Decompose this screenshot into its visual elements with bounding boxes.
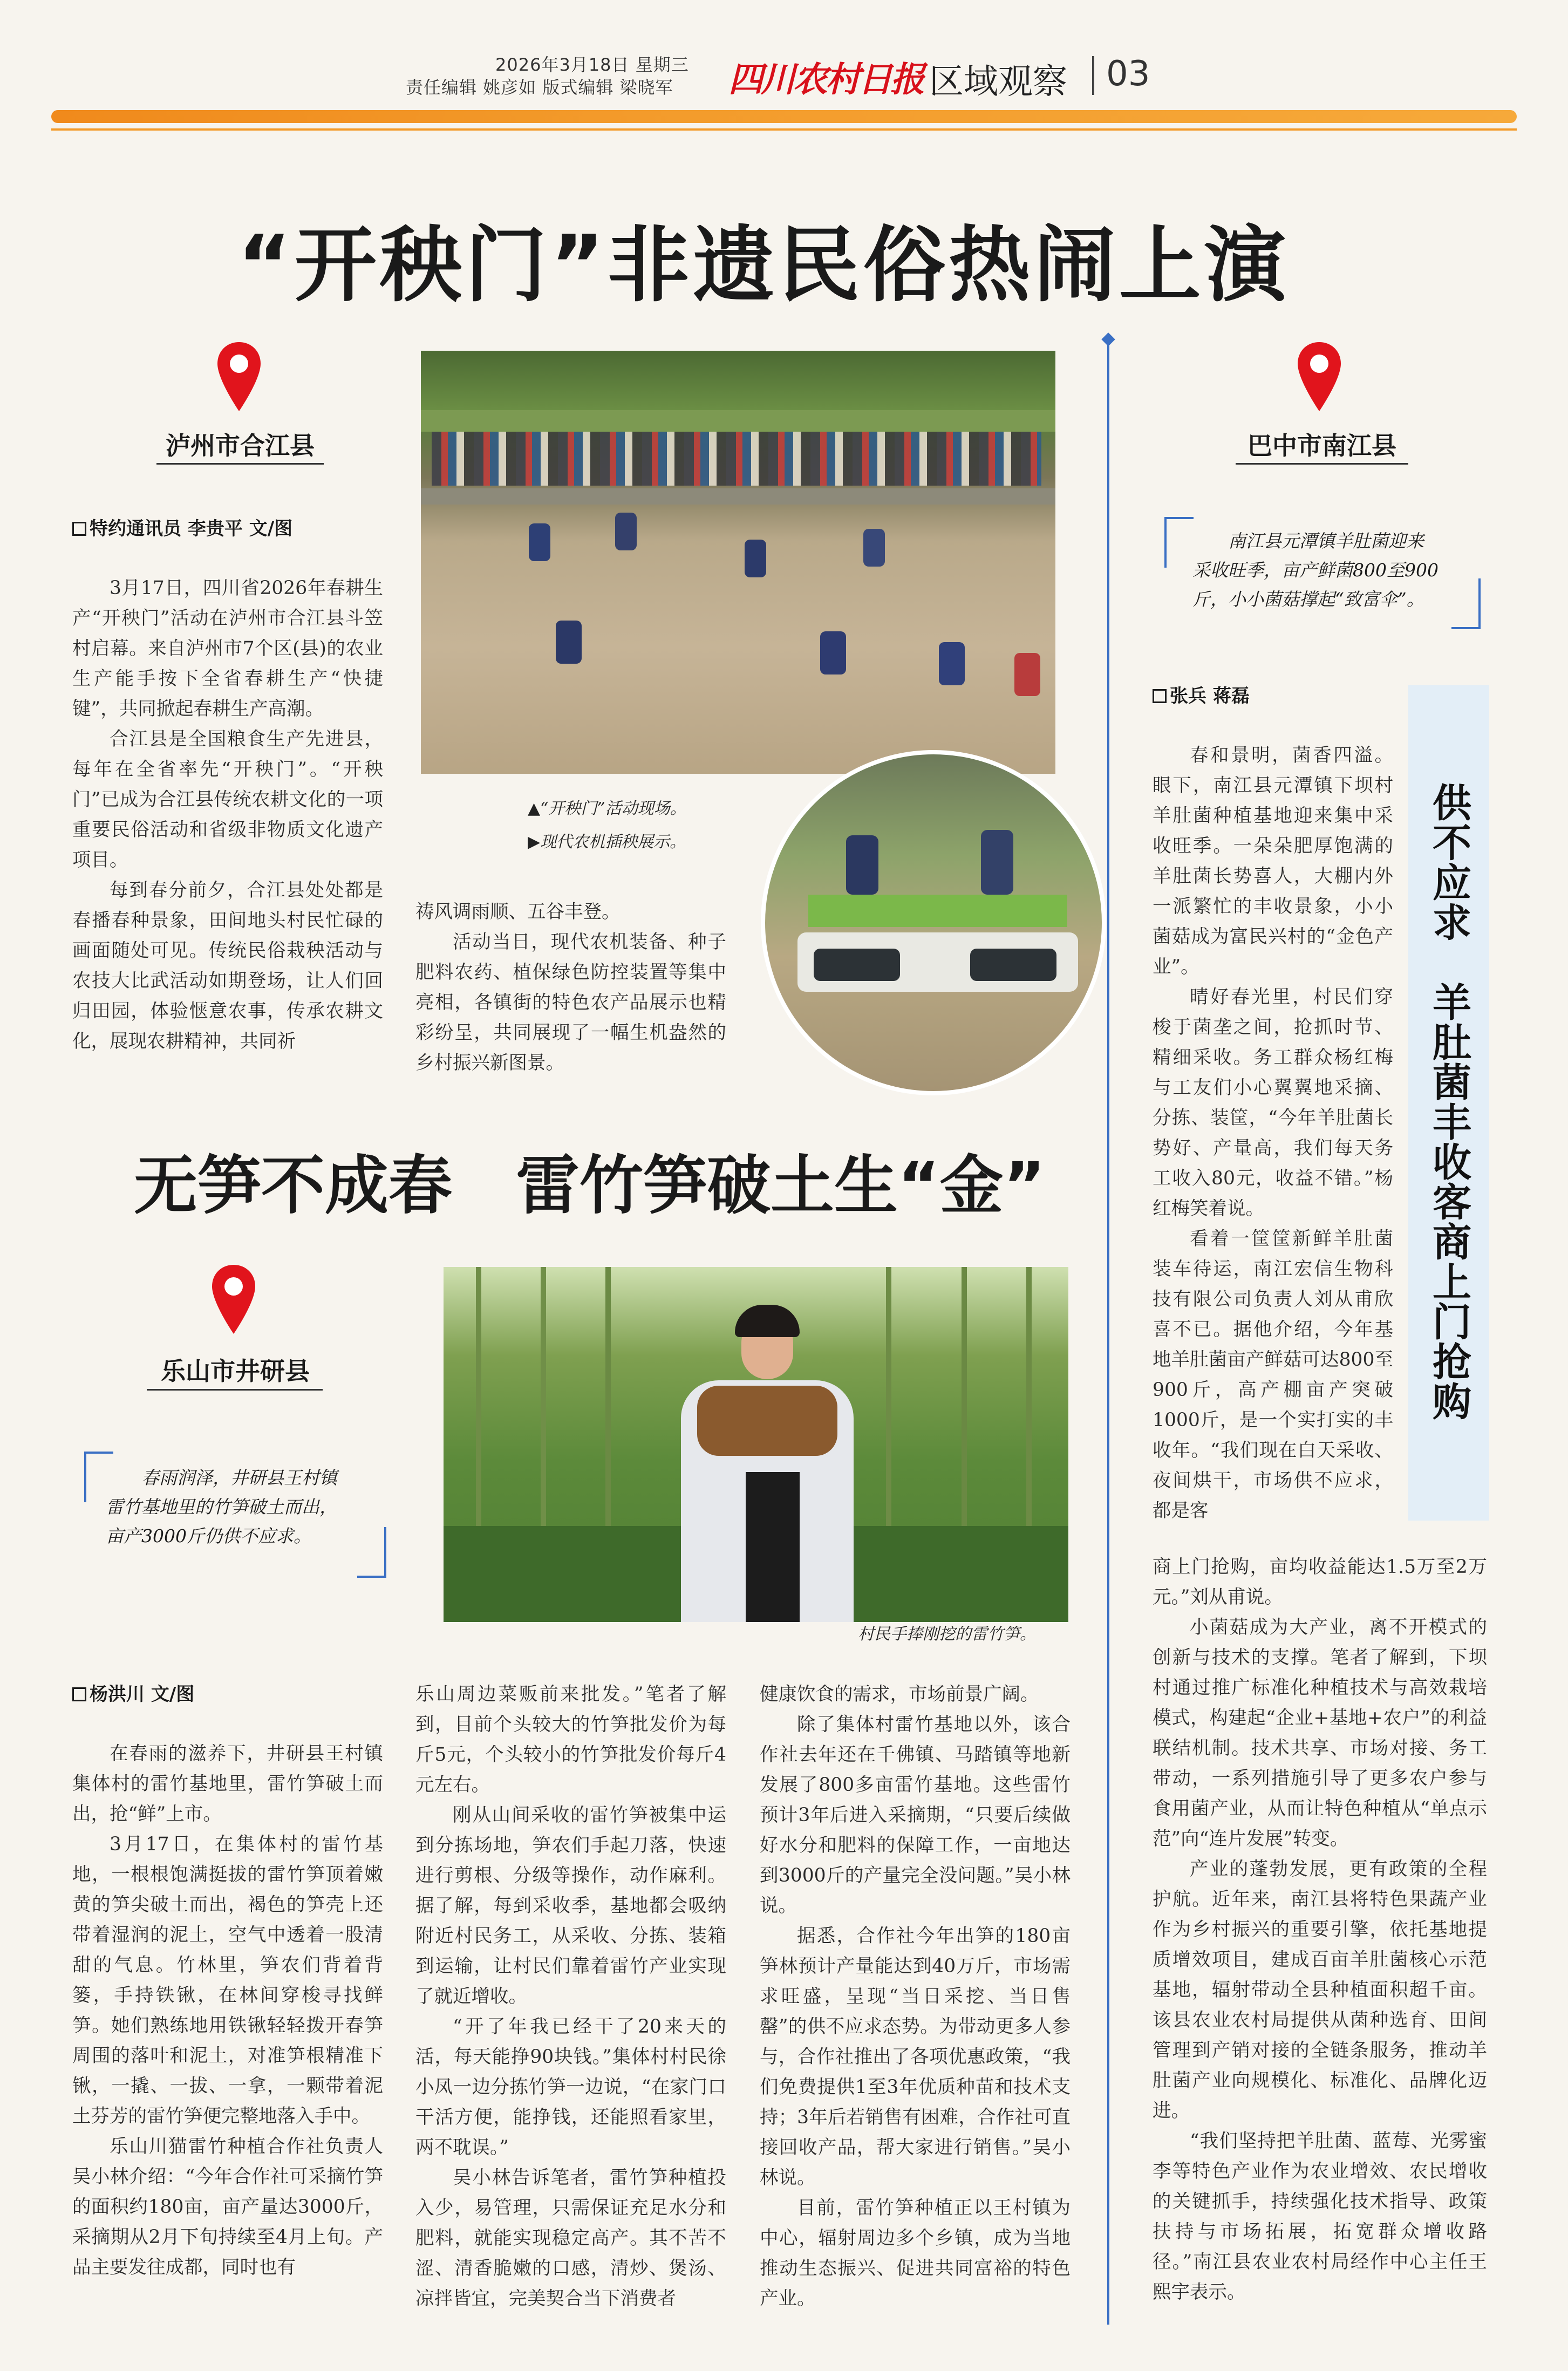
paragraph: 晴好春光里，村民们穿梭于菌垄之间，抢抓时节、精细采收。务工群众杨红梅与工友们小心翼翼地采摘、分拣、装筐，“今年羊肚菌长势好、产量高，我们每天务工收入80元，收益不错。”杨红梅笑着说。: [1153, 986, 1393, 1219]
column-rule: [1107, 339, 1109, 2325]
byline-box-icon: [72, 1687, 86, 1701]
article2-headline: 无笋不成春 雷竹笋破土生“金”: [134, 1148, 1046, 1223]
quote-line: 雷竹基地里的竹笋破土而出，: [106, 1496, 337, 1517]
article1-caption-2: ▶现代农机插秧展示。: [528, 833, 686, 851]
article1-photo-rice-field: [421, 351, 1055, 774]
photo-villager-vest: [746, 1472, 800, 1622]
paragraph: 每到春分前夕，合江县处处都是春播春种景象，田间地头村民忙碌的画面随处可见。传统民俗栽秧活动与农技大比武活动如期登场，让人们回归田园，体验惬意农事，传承农耕文化，展现农耕精神，共同祈: [72, 880, 383, 1052]
article3-column-narrow: [1153, 740, 1393, 1526]
header-divider: [1092, 56, 1094, 95]
photo-stone-edge: [421, 488, 1055, 505]
article2-place: 乐山市井研县: [161, 1357, 310, 1386]
article3-place: 巴中市南江县: [1247, 431, 1396, 460]
article2-column-3: [760, 1679, 1071, 2314]
paragraph: 3月17日，在集体村的雷竹基地，一根根饱满挺拔的雷竹笋顶着嫩黄的笋尖破土而出，褐色的笋壳上还带着湿润的泥土，空气中透着一股清甜的气息。竹林里，笋农们背着背篓，手持铁锹，在林间穿梭寻找鲜笋。她们熟练地用铁锹轻轻拨开春笋周围的落叶和泥土，对准笋根精准下锹，一撬、一拔、一拿，一颗带着泥土芬芳的雷竹笋便完整地落入手中。: [72, 1834, 383, 2127]
paragraph: 活动当日，现代农机装备、种子肥料农药、植保绿色防控装置等集中亮相，各镇街的特色农产品展示也精彩纷呈，共同展现了一幅生机盎然的乡村振兴新图景。: [415, 931, 726, 1074]
quote-bracket-open: [1164, 517, 1194, 568]
article2-byline-text: 杨洪川 文/图: [90, 1684, 195, 1705]
paragraph: “开了年我已经干了20来天的活，每天能挣90块钱。”集体村村民徐小凤一边分拣竹笋一边说，“在家门口干活方便，能挣钱，还能照看家里，两不耽误。”: [415, 2016, 726, 2158]
article2-caption: 村民手捧刚挖的雷竹笋。: [858, 1625, 1036, 1644]
photo-machine-wheel: [970, 949, 1056, 981]
paragraph: 目前，雷竹笋种植正以王村镇为中心，辐射周边多个乡镇，成为当地推动生态振兴、促进共同富裕的特色产业。: [760, 2197, 1071, 2309]
photo-seedlings: [808, 895, 1067, 927]
photo-operator: [846, 835, 878, 895]
location-pin-icon: [215, 340, 263, 414]
photo-farmer: [939, 642, 965, 685]
article1-column-2: [415, 897, 726, 1078]
byline-box-icon: [1153, 689, 1167, 703]
article3-byline-text: 张兵 蒋磊: [1170, 685, 1250, 707]
photo-farmer: [745, 540, 766, 577]
article1-place: 泸州市合江县: [166, 431, 315, 460]
article2-column-2: [415, 1679, 726, 2314]
quote-line: 亩产3000斤仍供不应求。: [106, 1525, 311, 1546]
photo-hillside: [421, 351, 1055, 410]
article2-photo-bamboo: [444, 1267, 1068, 1622]
paragraph: 刚从山间采收的雷竹笋被集中运到分拣场地，笋农们手起刀落，快速进行剪根、分级等操作，动作麻利。据了解，每到采收季，基地都会吸纳附近村民务工，从采收、分拣、装箱到运输，让村民们靠着雷竹产业实现了就近增收。: [415, 1804, 726, 2007]
issue-date: 2026年3月18日 星期三: [495, 54, 689, 75]
paragraph-continued: 乐山周边菜贩前来批发。”笔者了解到，目前个头较大的竹笋批发价为每斤5元，个头较小的竹笋批发价每斤4元左右。: [415, 1684, 726, 1796]
header-orange-band: [51, 110, 1517, 123]
paragraph: “我们坚持把羊肚菌、蓝莓、光雾蜜李等特色产业作为农业增效、农民增收的关键抓手，持续强化技术指导、政策扶持与市场拓展，拓宽群众增收路径。”南江县农业农村局经作中心主任王熙宇表示。: [1153, 2130, 1487, 2303]
article2-place-underline: [147, 1389, 323, 1391]
location-pin-icon: [1295, 340, 1344, 414]
article1-caption-1: ▲“开秧门”活动现场。: [528, 799, 686, 818]
photo-farmer: [529, 523, 550, 561]
article2-pull-quote: [106, 1463, 386, 1551]
article3-pull-quote: [1192, 527, 1484, 614]
paragraph: 3月17日，四川省2026年春耕生产“开秧门”活动在泸州市合江县斗笠村启幕。来自泸州市7个区(县)的农业生产能手按下全省春耕生产“快捷键”，共同掀起春耕生产高潮。: [72, 577, 383, 720]
article3-byline: [1153, 681, 1250, 707]
section-title: 区域观察: [929, 62, 1067, 102]
paragraph: 春和景明，菌香四溢。眼下，南江县元潭镇下坝村羊肚菌种植基地迎来集中采收旺季。一朵朵肥厚饱满的羊肚菌长势喜人，大棚内外一派繁忙的丰收景象，小小菌菇成为富民兴村的“金色产业”。: [1153, 745, 1393, 978]
photo-villager-hair: [735, 1305, 800, 1337]
photo-farmer: [863, 529, 885, 567]
photo-green-terrace: [421, 410, 1055, 432]
paragraph-continued: 祷风调雨顺、五谷丰登。: [415, 901, 621, 923]
quote-bracket-close: [1451, 578, 1481, 629]
quote-line: 春雨润泽，井研县王村镇: [141, 1467, 337, 1488]
article3-column-wide: [1153, 1552, 1487, 2307]
photo-crowd: [432, 432, 1041, 486]
article2-byline: [72, 1679, 194, 1706]
article1-place-underline: [156, 463, 324, 465]
editors-credit: 责任编辑 姚彦如 版式编辑 梁晓军: [406, 77, 673, 98]
byline-box-icon: [72, 522, 86, 536]
masthead-logo: 四川农村日报: [728, 59, 923, 100]
location-pin-icon: [209, 1263, 258, 1337]
quote-bracket-close: [357, 1527, 386, 1578]
photo-farmer: [1014, 653, 1040, 696]
photo-bamboo-shoots: [697, 1386, 837, 1456]
article1-headline: “开秧门”非遗民俗热闹上演: [237, 217, 1290, 313]
article1-byline: [72, 514, 292, 540]
article3-headline: 供不应求 羊肚菌丰收客商上门抢购: [1426, 782, 1471, 1421]
paragraph: 乐山川猫雷竹种植合作社负责人吴小林介绍：“今年合作社可采摘竹笋的面积约180亩，亩产量达3000斤，采摘期从2月下旬持续至4月上旬。产品主要发往成都，同时也有: [72, 2136, 383, 2278]
paragraph-continued: 健康饮食的需求，市场前景广阔。: [760, 1684, 1039, 1705]
article1-byline-text: 特约通讯员 李贵平 文/图: [90, 518, 293, 540]
paragraph: 据悉，合作社今年出笋的180亩笋林预计产量能达到40万斤，市场需求旺盛，呈现“当日采挖、当日售罄”的供不应求态势。为带动更多人参与，合作社推出了各项优惠政策，“我们免费提供1至3年优质种苗和技术支持；3年后若销售有困难，合作社可直接回收产品，帮大家进行销售。”吴小林说。: [760, 1925, 1071, 2189]
page-number: 03: [1106, 54, 1150, 94]
quote-line: 斤，小小菌菇撑起“致富伞”。: [1192, 589, 1424, 610]
photo-operator: [981, 830, 1013, 895]
article2-column-1: [72, 1739, 383, 2283]
paragraph-continued: 商上门抢购，亩均收益能达1.5万至2万元。”刘从甫说。: [1153, 1556, 1487, 1608]
paragraph: 合江县是全国粮食生产先进县，每年在全省率先“开秧门”。“开秧门”已成为合江县传统农耕文化的一项重要民俗活动和省级非物质文化遗产项目。: [72, 728, 383, 871]
article3-place-underline: [1236, 463, 1408, 465]
paragraph: 看着一筐筐新鲜羊肚菌装车待运，南江宏信生物科技有限公司负责人刘从甫欣喜不已。据他介绍，今年基地羊肚菌亩产鲜菇可达800至900斤，高产棚亩产突破1000斤，是一个实打实的丰收年。“我们现在白天采收、夜间烘干，市场供不应求，都是客: [1153, 1228, 1393, 1522]
photo-farmer: [820, 631, 846, 674]
photo-farmer: [615, 513, 637, 550]
paragraph: 除了集体村雷竹基地以外，该合作社去年还在千佛镇、马踏镇等地新发展了800多亩雷竹基地。这些雷竹预计3年后进入采摘期，“只要后续做好水分和肥料的保障工作，一亩地达到3000斤的产量完全没问题。”吴小林说。: [760, 1714, 1071, 1917]
header-orange-line: [51, 128, 1517, 131]
quote-line: 采收旺季，亩产鲜菌800至900: [1192, 560, 1439, 581]
article1-photo-transplanter: [761, 750, 1106, 1095]
paragraph: 产业的蓬勃发展，更有政策的全程护航。近年来，南江县将特色果蔬产业作为乡村振兴的重要引擎，依托基地提质增效项目，建成百亩羊肚菌核心示范基地，辐射带动全县种植面积超千亩。该县农业农村局提供从菌种选育、田间管理到产销对接的全链条服务，推动羊肚菌产业向规模化、标准化、品牌化迈进。: [1153, 1858, 1487, 2122]
paragraph: 吴小林告诉笔者，雷竹笋种植投入少，易管理，只需保证充足水分和肥料，就能实现稳定高产。其不苦不涩、清香脆嫩的口感，清炒、煲汤、凉拌皆宜，完美契合当下消费者: [415, 2167, 726, 2309]
article1-column-1: [72, 573, 383, 1057]
paragraph: 在春雨的滋养下，井研县王村镇集体村的雷竹基地里，雷竹笋破土而出，抢“鲜”上市。: [72, 1743, 383, 1825]
quote-line: 南江县元潭镇羊肚菌迎来: [1228, 530, 1424, 551]
photo-machine-wheel: [814, 949, 900, 981]
paragraph: 小菌菇成为大产业，离不开模式的创新与技术的支撑。笔者了解到，下坝村通过推广标准化种植技术与高效栽培模式，构建起“企业+基地+农户”的利益联结机制。技术共享、市场对接、务工带动，一系列措施引导了更多农户参与食用菌产业，从而让特色种植从“单点示范”向“连片发展”转变。: [1153, 1617, 1487, 1850]
photo-farmer: [556, 621, 582, 664]
column-rule-cap: [1101, 332, 1115, 346]
